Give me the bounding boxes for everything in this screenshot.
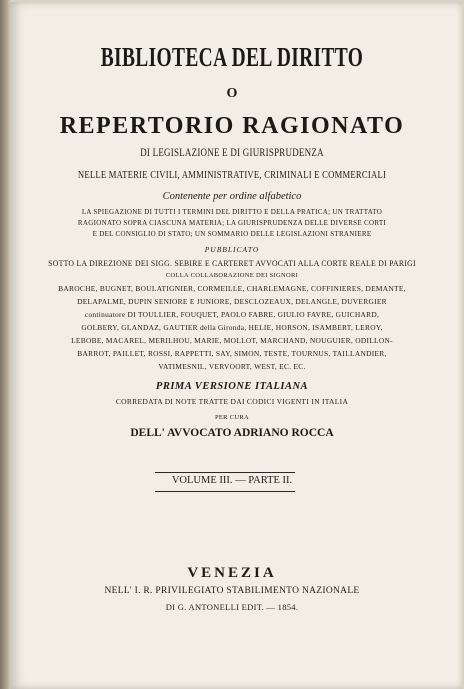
contents-heading: Contenente per ordine alfabetico bbox=[162, 191, 302, 202]
contributors-line-1: BAROCHE, BUGNET, BOULATIGNIER, CORMEILLE, CHARLEMAGNE, COFFINIERES, DEMANTE, bbox=[58, 284, 406, 293]
subject-line-1: DI LEGISLAZIONE E DI GIURISPRUDENZA bbox=[140, 147, 324, 159]
title-conjunction: O bbox=[226, 86, 238, 101]
care-label: PER CURA bbox=[214, 414, 249, 421]
book-subtitle: REPERTORIO RAGIONATO bbox=[59, 113, 405, 139]
contributors-line-4: GOLBERY, GLANDAZ, GAUTIER della Gironda, HELIE, HORSON, ISAMBERT, LEROY, bbox=[81, 323, 383, 332]
city-name: VENEZIA bbox=[187, 565, 277, 581]
contents-line-2: RAGIONATO SOPRA CIASCUNA MATERIA; LA GIURISPRUDENZA DELLE DIVERSE CORTI bbox=[77, 219, 387, 227]
edition-label: PRIMA VERSIONE ITALIANA bbox=[155, 381, 309, 392]
subject-line-2: NELLE MATERIE CIVILI, AMMINISTRATIVE, CRIMINALI E COMMERCIALI bbox=[77, 170, 387, 181]
book-title: BIBLIOTECA DEL DIRITTO bbox=[100, 42, 364, 72]
imprint-line: DI G. ANTONELLI EDIT. — 1854. bbox=[165, 602, 299, 612]
published-label: PUBBLICATO bbox=[204, 245, 260, 254]
printer-line: NELL' I. R. PRIVILEGIATO STABILIMENTO NAZIONALE bbox=[104, 586, 360, 596]
contents-line-1: LA SPIEGAZIONE DI TUTTI I TERMINI DEL DIRITTO E DELLA PRATICA; UN TRATTATO bbox=[81, 208, 383, 216]
volume-bottom-rule bbox=[155, 491, 295, 492]
contributors-line-2: DELAPALME, DUPIN SENIORE E JUNIORE, DESCLOZEAUX, DELANGLE, DUVERGIER bbox=[77, 297, 387, 306]
contributors-line-5: LEBOBE, MACAREL, MERILHOU, MARIE, MOLLOT, MARCHAND, NOUGUIER, ODILLON- bbox=[71, 336, 393, 345]
direction-line: SOTTO LA DIREZIONE DEI SIGG. SEBIRE E CARTERET AVVOCATI ALLA CORTE REALE DI PARIGI bbox=[48, 258, 416, 268]
collaboration-label: COLLA COLLABORAZIONE DEI SIGNORI bbox=[165, 272, 299, 279]
contents-line-3: E DEL CONSIGLIO DI STATO; UN SOMMARIO DELLE LEGISLAZIONI STRANIERE bbox=[92, 230, 372, 238]
contributors-line-3: continuatore DI TOULLIER, FOUQUET, PAOLO FABRE, GIULIO FAVRE, GUICHARD, bbox=[84, 310, 380, 319]
volume-top-rule bbox=[155, 472, 295, 473]
volume-label: VOLUME III. — PARTE II. bbox=[171, 475, 293, 486]
editor-name: DELL' AVVOCATO ADRIANO ROCCA bbox=[130, 427, 334, 439]
contributors-line-6: BARROT, PAILLET, ROSSI, RAPPETTI, SAY, SIMON, TESTE, TOURNUS, TAILLANDIER, bbox=[77, 349, 387, 358]
notes-line: CORREDATA DI NOTE TRATTE DAI CODICI VIGENTI IN ITALIA bbox=[115, 397, 349, 406]
contributors-line-7: VATIMESNIL, VERVOORT, WEST, EC. EC. bbox=[158, 362, 306, 371]
